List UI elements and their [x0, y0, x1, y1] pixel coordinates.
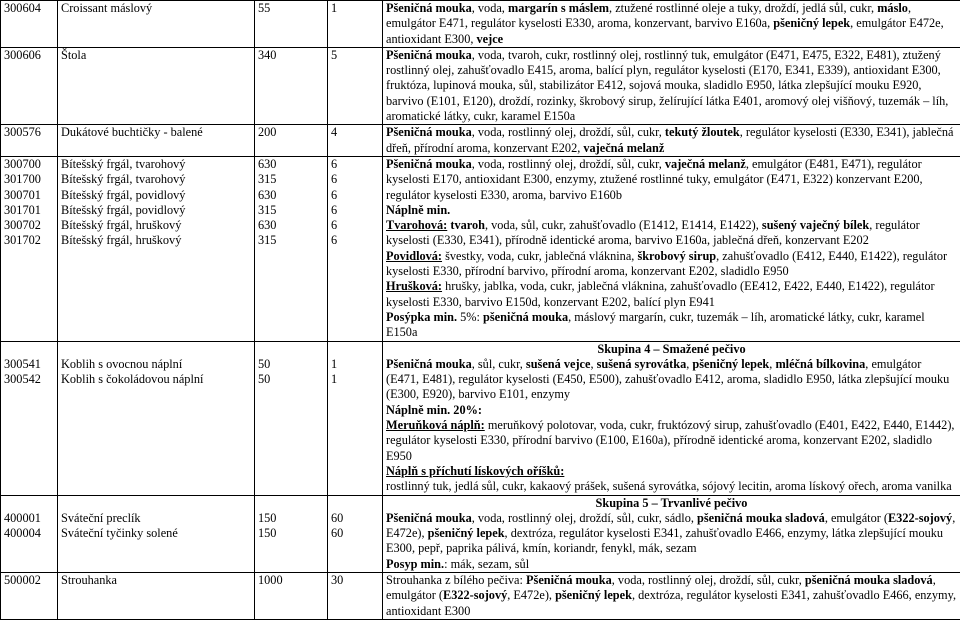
ingredients-cell: [383, 1, 960, 48]
product-name: [58, 495, 255, 572]
shelf-life-value: 30: [331, 573, 379, 588]
product-name-value: Sváteční preclík: [61, 511, 251, 526]
product-code-value: 300576: [4, 125, 54, 140]
table-row: [1, 495, 960, 572]
product-weight-value: 55: [258, 1, 324, 16]
product-name-value: Bítešský frgál, povidlový: [61, 188, 251, 203]
table-row: [1, 572, 960, 619]
product-weight-value: 150: [258, 511, 324, 526]
product-code-value: 300701: [4, 188, 54, 203]
product-code-value: 300542: [4, 372, 54, 387]
product-code-value: 400001: [4, 511, 54, 526]
product-name: [58, 47, 255, 124]
product-weight: [255, 495, 328, 572]
product-name: [58, 125, 255, 157]
product-name-value: Sváteční tyčinky solené: [61, 526, 251, 541]
shelf-life-value: 6: [331, 157, 379, 172]
shelf-life-value: 1: [331, 357, 379, 372]
product-code: [1, 1, 58, 48]
table-row: [1, 341, 960, 495]
shelf-life-value: 60: [331, 526, 379, 541]
product-name: [58, 156, 255, 341]
product-name: [58, 1, 255, 48]
shelf-life-value: 6: [331, 233, 379, 248]
product-weight-value: 630: [258, 188, 324, 203]
product-code: [1, 125, 58, 157]
shelf-life-value: 5: [331, 48, 379, 63]
shelf-life-value: 6: [331, 218, 379, 233]
product-name-value: Bítešský frgál, tvarohový: [61, 157, 251, 172]
product-weight-value: 315: [258, 172, 324, 187]
group-header: Skupina 4 – Smažené pečivo: [386, 342, 957, 357]
product-code-value: 400004: [4, 526, 54, 541]
ingredients-text: Strouhanka z bílého pečiva: Pšeničná mouka, voda, rostlinný olej, droždí, sůl, cukr, pšeničná mouka sladová, emulgátor (E322-sojový, E472e), pšeničný lepek, dextróza, regulátor kyselosti E341, zahušťovadlo E466, enzymy, antioxidant E300: [386, 573, 957, 619]
product-weight-value: 630: [258, 157, 324, 172]
shelf-life-value: 6: [331, 188, 379, 203]
ingredients-cell: [383, 125, 960, 157]
product-code-value: 301702: [4, 233, 54, 248]
shelf-life: [328, 47, 383, 124]
ingredients-text: Pšeničná mouka, voda, rostlinný olej, droždí, sůl, cukr, tekutý žloutek, regulátor kyselosti (E330, E341), jablečná dřeň, přírodní aroma, konzervant E202, vaječná melanž: [386, 125, 957, 156]
product-code: [1, 341, 58, 495]
product-name-value: Bítešský frgál, hruškový: [61, 218, 251, 233]
product-weight-value: 340: [258, 48, 324, 63]
product-weight-value: 315: [258, 233, 324, 248]
product-name-value: Bítešský frgál, tvarohový: [61, 172, 251, 187]
product-weight-value: 50: [258, 357, 324, 372]
product-name-value: Croissant máslový: [61, 1, 251, 16]
product-name-value: Koblih s ovocnou náplní: [61, 357, 251, 372]
table-row: [1, 47, 960, 124]
shelf-life: [328, 1, 383, 48]
ingredients-cell: [383, 156, 960, 341]
product-name-value: Štola: [61, 48, 251, 63]
product-code-value: 301700: [4, 172, 54, 187]
product-weight-value: 315: [258, 203, 324, 218]
product-code-value: 500002: [4, 573, 54, 588]
shelf-life: [328, 495, 383, 572]
product-code-value: 300541: [4, 357, 54, 372]
product-weight-value: 50: [258, 372, 324, 387]
ingredients-cell: [383, 572, 960, 619]
shelf-life: [328, 341, 383, 495]
ingredients-text: Pšeničná mouka, voda, rostlinný olej, droždí, sůl, cukr, vaječná melanž, emulgátor (E481, E471), regulátor kyselosti E170, antioxidant E300, enzymy, ztužené rostlinné tuky, emulgátor (E471, E322) konzervant E200, regulátor kyselosti E330, aroma, barvivo E160b Náplně min. Tvarohová: tvaroh, voda, sůl, cukr, zahušťovadlo (E1412, E1414, E1422), sušený vaječný bílek, regulátor kyselosti (E330, E341), přírodně identické aroma, barvivo E160a, jablečná dřeň, konzervant E202 Povidlová: švestky, voda, cukr, jablečná vláknina, škrobový sirup, zahušťovadlo (E412, E440, E1422), regulátor kyselosti E330, přírodní barvivo, přírodní aroma, konzervant E202, sladidlo E950 Hrušková: hrušky, jablka, voda, cukr, jablečná vláknina, zahušťovadlo (EE412, E422, E440, E1422), regulátor kyselosti E330, barvivo E150d, konzervant E202, balící plyn E941 Posýpka min. 5%: pšeničná mouka, máslový margarín, cukr, tuzemák – líh, aromatické látky, cukr, karamel E150a: [386, 157, 957, 341]
product-name-value: Bítešský frgál, hruškový: [61, 233, 251, 248]
product-weight: [255, 125, 328, 157]
group-header: Skupina 5 – Trvanlivé pečivo: [386, 496, 957, 511]
table-row: [1, 156, 960, 341]
product-code-value: 300700: [4, 157, 54, 172]
product-weight: [255, 572, 328, 619]
product-code: [1, 156, 58, 341]
shelf-life: [328, 572, 383, 619]
ingredients-cell: [383, 341, 960, 495]
shelf-life-value: 4: [331, 125, 379, 140]
shelf-life-value: 1: [331, 372, 379, 387]
product-weight: [255, 1, 328, 48]
product-name: [58, 341, 255, 495]
product-weight: [255, 341, 328, 495]
product-code: [1, 495, 58, 572]
product-weight-value: 200: [258, 125, 324, 140]
shelf-life-value: 1: [331, 1, 379, 16]
ingredients-cell: [383, 495, 960, 572]
product-code: [1, 572, 58, 619]
product-name-value: Dukátové buchtičky - balené: [61, 125, 251, 140]
ingredients-cell: [383, 47, 960, 124]
product-weight-value: 630: [258, 218, 324, 233]
ingredients-text: Pšeničná mouka, sůl, cukr, sušená vejce, sušená syrovátka, pšeničný lepek, mléčná bílkovina, emulgátor (E471, E481), regulátor kyselosti (E450, E500), zahušťovadlo E412, aroma, sladidlo E950, látka zlepšující mouku (E300, E920), barvivo E101, enzymy Náplně min. 20%: Meruňková náplň: meruňkový polotovar, voda, cukr, fruktózový sirup, zahušťovadlo (E401, E422, E440, E1442), regulátor kyselosti E330, přírodní barvivo (E100, E160a), přírodně identické aroma, konzervant E202, sladidlo E950 Náplň s příchutí lískových oříšků: rostlinný tuk, jedlá sůl, cukr, kakaový prášek, sušená syrovátka, sójový lecitin, aroma lískový ořech, aroma vanilka: [386, 357, 957, 495]
product-weight: [255, 47, 328, 124]
table-row: [1, 125, 960, 157]
product-code-value: 300606: [4, 48, 54, 63]
shelf-life-value: 6: [331, 203, 379, 218]
shelf-life-value: 6: [331, 172, 379, 187]
product-name-value: Bítešský frgál, povidlový: [61, 203, 251, 218]
shelf-life: [328, 125, 383, 157]
ingredients-text: Pšeničná mouka, voda, tvaroh, cukr, rostlinný olej, rostlinný tuk, emulgátor (E471, E475, E322, E481), ztužený rostlinný olej, zahušťovadlo E415, aroma, balící plyn, regulátor kyselosti (E170, E341, E339), antioxidant E300, fruktóza, lupinová mouka, sůl, stabilizátor E412, sojová mouka, sladidlo E950, látka zlepšující mouku E920, barvivo (E101, E120), droždí, rozinky, škrobový sirup, želírující látka E401, aromový olej višňový, tuzemák – líh, aromatické látky, cukr, karamel E150a: [386, 48, 957, 124]
product-weight: [255, 156, 328, 341]
ingredients-text: Pšeničná mouka, voda, margarín s máslem, ztužené rostlinné oleje a tuky, droždí, jedlá sůl, cukr, máslo, emulgátor E471, regulátor kyselosti E330, aroma, konzervant, barvivo E160a, pšeničný lepek, emulgátor E472e, antioxidant E300, vejce: [386, 1, 957, 47]
shelf-life: [328, 156, 383, 341]
table-row: [1, 1, 960, 48]
product-code-value: 300702: [4, 218, 54, 233]
shelf-life-value: 60: [331, 511, 379, 526]
product-name-value: Koblih s čokoládovou náplní: [61, 372, 251, 387]
ingredients-text: Pšeničná mouka, voda, rostlinný olej, droždí, sůl, cukr, sádlo, pšeničná mouka sladová, emulgátor (E322-sojový, E472e), pšeničný lepek, dextróza, regulátor kyselosti E341, zahušťovadlo E466, enzymy, látka zlepšující mouku E300, pepř, paprika pálivá, kmín, koriandr, fenykl, mák, sezam Posyp min.: mák, sezam, sůl: [386, 511, 957, 572]
product-code-value: 301701: [4, 203, 54, 218]
product-code-value: 300604: [4, 1, 54, 16]
product-weight-value: 1000: [258, 573, 324, 588]
product-weight-value: 150: [258, 526, 324, 541]
product-name-value: Strouhanka: [61, 573, 251, 588]
product-name: [58, 572, 255, 619]
product-code: [1, 47, 58, 124]
